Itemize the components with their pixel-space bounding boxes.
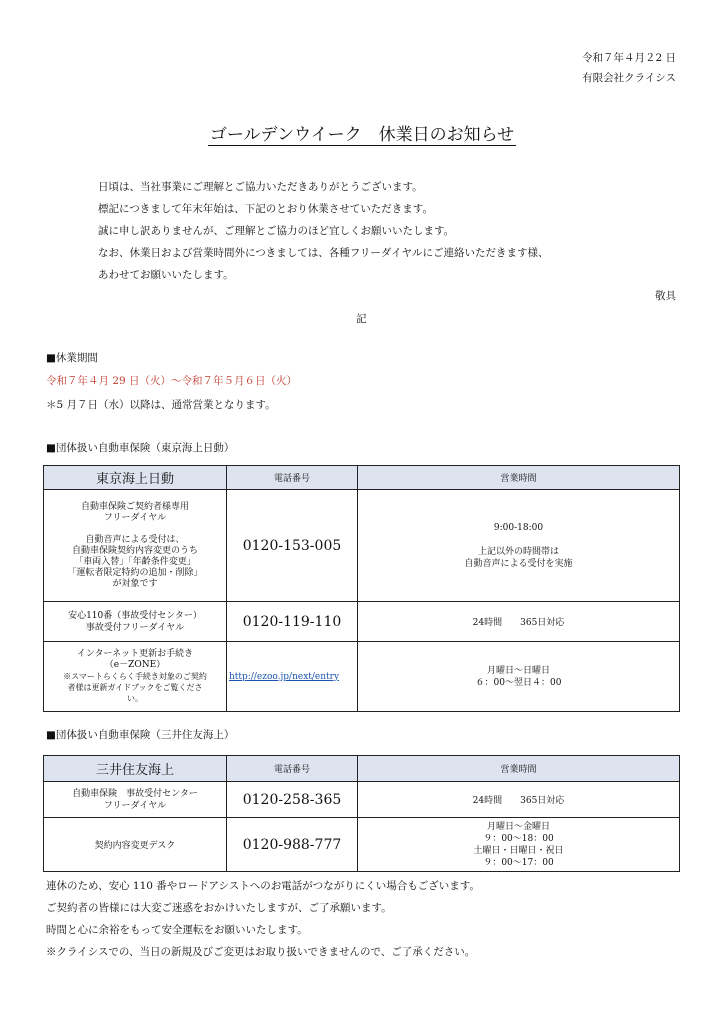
holiday-period: 令和７年４月 29 日（火）～令和７年５月６日（火）: [46, 375, 298, 387]
tokio-row1-name: 自動車保険ご契約者様専用: [80, 501, 189, 512]
mitsui-row2-name: 契約内容変更デスク: [44, 818, 227, 872]
document-date: 令和７年４月２2 日: [581, 52, 676, 64]
mitsui-row1-name-b: フリーダイヤル: [103, 800, 167, 811]
tokio-row3-note-a: ※スマートらくらく手続き対象のご契約: [63, 672, 207, 681]
tokio-row3-note-c: い。: [127, 694, 143, 703]
mitsui-col-phone: 電話番号: [227, 756, 358, 782]
footer-line-2: ご契約者の皆様には大変ご迷惑をおかけいたしますが、ご了承願います。: [46, 902, 392, 914]
tokio-row3-hours: 月曜日～日曜日: [486, 665, 550, 676]
mitsui-heading: ■団体扱い自動車保険（三井住友海上）: [46, 729, 235, 741]
intro-line-2: 標記につきまして年末年始は、下記のとおり休業させていただきます。: [98, 203, 433, 215]
mitsui-row2-phone[interactable]: 0120-988-777: [227, 818, 358, 872]
tokio-row3-name-b: （e－ZONE）: [104, 660, 166, 670]
mitsui-row2-hours-d: ９：00～17：00: [483, 857, 554, 868]
mitsui-row1-phone[interactable]: 0120-258-365: [227, 782, 358, 818]
tokio-row2-hours: 24時間 365日対応: [358, 602, 680, 642]
tokio-row3-name: インターネット更新お手続き: [76, 649, 194, 659]
mitsui-col-hours: 営業時間: [358, 756, 680, 782]
tokio-brand: 東京海上日動: [44, 466, 227, 490]
tokio-row1-hours-b: 上記以外の時間帯は: [477, 546, 559, 557]
page-title: ゴールデンウイーク 休業日のお知らせ: [209, 125, 515, 145]
ki-marker: 記: [356, 313, 367, 325]
mitsui-row2-hours-b: ９：00～18：00: [483, 833, 554, 844]
tokio-row2-phone[interactable]: 0120-119-110: [227, 602, 358, 642]
tokio-table: [43, 465, 680, 712]
tokio-row1-note-b: 自動車保険契約内容変更のうち: [71, 545, 198, 556]
tokio-row3-hours-b: ６：00～翌日４：00: [475, 677, 562, 688]
mitsui-row2-hours-c: 土曜日・日曜日・祝日: [473, 845, 564, 856]
tokio-col-hours: 営業時間: [358, 466, 680, 490]
table-row: [44, 602, 680, 642]
tokio-row1-note-e: が対象です: [112, 578, 158, 589]
company-name: 有限会社クライシス: [582, 72, 676, 84]
tokio-col-phone: 電話番号: [227, 466, 358, 490]
holiday-heading: ■休業期間: [46, 352, 98, 364]
intro-line-5: あわせてお願いいたします。: [98, 269, 234, 281]
tokio-row2-name: 安心110番（事故受付センター）: [68, 610, 202, 621]
tokio-row1-note-c: 「車両入替」「年齢条件変更」: [74, 556, 196, 567]
tokio-row1-phone[interactable]: 0120-153-005: [227, 490, 358, 602]
table-row: [44, 490, 680, 602]
tokio-row1-note-a: 自動音声による受付は、: [85, 534, 185, 545]
tokio-row2-name-b: 事故受付フリーダイヤル: [85, 622, 185, 633]
tokio-heading: ■団体扱い自動車保険（東京海上日動）: [46, 442, 235, 454]
table-row: [44, 642, 680, 712]
ezone-link[interactable]: http://ezoo.jp/next/entry: [227, 642, 358, 712]
footer-line-4: ※クライシスでの、当日の新規及びご変更はお取り扱いできませんので、ご了承ください。: [46, 946, 476, 958]
tokio-row1-name-b: フリーダイヤル: [103, 512, 167, 523]
mitsui-brand: 三井住友海上: [44, 756, 227, 782]
closing-keigu: 敬具: [655, 290, 676, 302]
holiday-note: ＊5 月７日（水）以降は、通常営業となります。: [46, 399, 276, 411]
footer-line-1: 連休のため、安心 110 番やロードアシストへのお電話がつながりにくい場合もございます。: [46, 880, 480, 892]
tokio-row1-note-d: 「運転者限定特約の追加・削除」: [67, 567, 203, 578]
mitsui-row1-hours: 24時間 365日対応: [358, 782, 680, 818]
intro-line-3: 誠に申し訳ありませんが、ご理解とご協力のほど宜しくお願いいたします。: [98, 225, 455, 237]
table-row: [44, 818, 680, 872]
mitsui-row1-name: 自動車保険 事故受付センター: [72, 788, 198, 799]
mitsui-row2-hours-a: 月曜日～金曜日: [486, 821, 550, 832]
mitsui-table: [43, 755, 680, 872]
tokio-row1-hours: 9:00-18:00: [493, 522, 544, 533]
table-row: [44, 782, 680, 818]
tokio-row3-note-b: 者様は更新ガイドブックをご覧くださ: [67, 683, 203, 692]
intro-line-1: 日頃は、当社事業にご理解とご協力いただきありがとうございます。: [98, 181, 423, 193]
intro-line-4: なお、休業日および営業時間外につきましては、各種フリーダイヤルにご連絡いただきます様、: [98, 247, 549, 259]
footer-line-3: 時間と心に余裕をもって安全運転をお願いいたします。: [46, 924, 308, 936]
tokio-row1-hours-c: 自動音声による受付を実施: [464, 558, 573, 569]
